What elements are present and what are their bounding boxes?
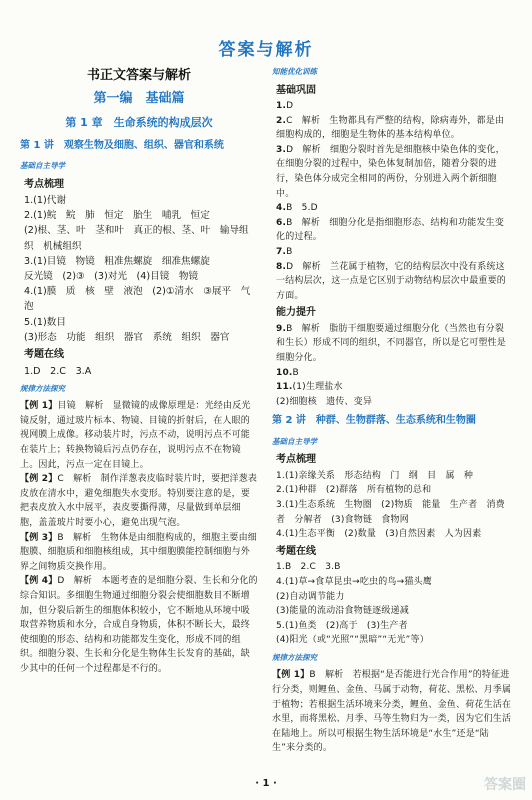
answer-line: 3.(1)目镜 物镜 粗准焦螺旋 细准焦螺旋: [24, 255, 210, 267]
tag-basic-2: 基础自主导学: [272, 436, 317, 446]
example-2: [20, 472, 258, 530]
kaodian-heading: 考点梳理: [24, 178, 64, 190]
example-label: 【例 1】: [20, 401, 58, 412]
answer-line: (4)阳光（或“光照”“黑暗”“无光”等）: [276, 635, 429, 646]
tag-optimize: 知能优化训练: [272, 67, 317, 76]
examples: [20, 399, 258, 676]
answer-item: (2)细胞核 遗传、变异: [276, 396, 373, 407]
part-heading: 第一编 基础篇: [93, 90, 185, 106]
answer-item: 1.D: [276, 101, 294, 111]
answer-line: 1.(1)代谢: [24, 195, 66, 206]
right-kaodian: [272, 469, 512, 542]
answer-line: 3.(1)生态系统 生物圈 (2)物质 能量 生产者 消费者 分解者 (3)食物链 食物网: [276, 500, 505, 525]
answer-line: 4.(1)生态平衡 (2)数量 (3)自然因素 人为因素: [276, 529, 482, 540]
answer-line: 5.(1)鱼类 (2)高于 (3)生产者: [276, 620, 408, 631]
example-1: [20, 399, 258, 472]
kaoti-heading-2: 考题在线: [276, 545, 316, 557]
answer-item: 10.B: [276, 367, 299, 378]
answer-line: 反光镜 (2)③ (3)对光 (4)目镜 物镜: [24, 271, 199, 283]
left-column: [20, 62, 258, 677]
answer-line: 2.(1)种群 (2)群落 所有植物的总和: [276, 485, 432, 496]
right-kaoti: [272, 560, 512, 648]
answer-item: 8.D 解析 兰花属于植物，它的结构层次中没有系统这一结构层次，这一点是它区别于动物结构层次中最重要的方面。: [276, 261, 507, 301]
answer-line: (3)能量的流动沿食物链逐级递减: [276, 606, 409, 617]
answer-item: 9.B 解析 脂肪干细胞要通过细胞分化（当然也有分裂和生长）形成不同的组织，不同器官，所以是它可塑性是细胞分化。: [276, 323, 507, 363]
kaoti-answers: 1.D 2.C 3.A: [24, 365, 92, 377]
tag-method-2: 规律方法探究: [272, 652, 317, 662]
kaoti-heading: 考题在线: [24, 349, 64, 361]
right-answers-1: [272, 99, 512, 303]
example-label: 【例 2】: [20, 474, 58, 485]
answer-line: (3)形态 功能 组织 器官 系统 组织 器官: [24, 331, 230, 343]
right-answers-2: [272, 322, 512, 410]
jichu-heading: 基础巩固: [276, 84, 316, 96]
nengli-heading: 能力提升: [276, 307, 316, 319]
right-example: 【例 1】B 解析 若根据“是否能进行光合作用”的特征进行分类，则鲤鱼、金鱼、马属于动物，荷花、黑松、月季属于植物；若根据生活环境来分类，鲤鱼、金鱼、荷花生活在水里，而将黑松、月季、马等生物归为一类，因为它们生活在陆地上。所以可根据生物生活环境是“水生”还是“陆生”来分类的。: [272, 670, 512, 754]
page-title: 答案与解析: [218, 40, 314, 60]
answer-line: (2)根、茎、叶 茎和叶 真正的根、茎、叶 输导组织 机械组织: [24, 225, 249, 252]
tag-method: 规律方法探究: [20, 383, 65, 393]
answer-line: 1.(1)亲缘关系 形态结构 门 纲 目 属 种: [276, 470, 474, 481]
answer-item: 6.B 解析 细胞分化是指细胞形态、结构和功能发生变化的过程。: [276, 217, 505, 243]
answer-item: 4.B 5.D: [276, 203, 318, 214]
tag-basic: 基础自主导学: [20, 161, 65, 170]
answer-item: 3.D 解析 细胞分裂时首先是细胞核中染色体的变化，在细胞分裂的过程中，染色体复制加倍，随着分裂的进行，染色体分成完全相同的两份，分别进入两个新细胞中。: [276, 144, 505, 199]
page-number: · 1 ·: [255, 778, 277, 789]
answer-line: 1.B 2.C 3.B: [276, 562, 341, 573]
kaodian-heading-2: 考点梳理: [276, 454, 316, 466]
right-column: [272, 62, 512, 756]
subtitle: 书正文答案与解析: [86, 68, 191, 83]
example-label: 【例 3】: [20, 532, 58, 543]
example-4: [20, 574, 258, 676]
example-text: B 解析 生物体是由细胞构成的，细胞主要由细胞膜、细胞质和细胞核组成，其中细胞膜能控制细胞与外界之间物质交换作用。: [20, 532, 257, 572]
lesson-2-heading: 第 2 讲 种群、生物群落、生态系统和生物圈: [272, 415, 476, 427]
chapter-heading: 第 1 章 生命系统的构成层次: [65, 116, 213, 129]
example-text: D 解析 本题考查的是细胞分裂、生长和分化的综合知识。多细胞生物通过细胞分裂会使细胞数目不断增加，但分裂后新生的细胞体积较小，它不断地从环境中吸取营养物质和水分，合成自身物质，体积不断长大，最终使细胞的形态、结构和功能都发生变化，形成不同的组织。细胞分裂、生长和分化是生物体生长发育的基础，缺少其中的任何一个过程都是不行的。: [20, 576, 258, 674]
example-label: 【例 4】: [20, 576, 58, 587]
watermark-logo: 答案圈: [484, 777, 526, 793]
answer-line: 4.(1)草→食草昆虫→吃虫的鸟→猫头鹰: [276, 576, 432, 587]
answer-line: 4.(1)膜 质 核 壁 液泡 (2)①清水 ③展平 气泡: [24, 286, 251, 313]
answer-line: 2.(1)鲩 鲩 肺 恒定 胎生 哺乳 恒定: [24, 210, 210, 222]
answer-line: (2)自动调节能力: [276, 591, 345, 602]
answer-item: 11.(1)生理盐水: [276, 382, 343, 393]
answer-line: 5.(1)数目: [24, 316, 66, 328]
left-answers: [20, 193, 258, 345]
lesson-1-heading: 第 1 讲 观察生物及细胞、组织、器官和系统: [20, 139, 224, 151]
answer-item: 2.C 解析 生物都具有严整的结构，除病毒外，都是由细胞构成的，细胞是生物体的基本结构单位。: [276, 115, 505, 141]
example-text: 目镜 解析 显微镜的成像原理是：光经由反光镜反射，通过玻片标本、物镜、目镜的折射后，在人眼的视网膜上成像。移动装片时，污点不动，说明污点不可能在装片上；转换物镜后污点仍存在，说明污点不在物镜上。因此，污点一定在目镜上。: [20, 401, 251, 470]
example-3: [20, 531, 258, 575]
answer-item: 7.B: [276, 246, 293, 257]
example-text: C 解析 制作洋葱表皮临时装片时，要把洋葱表皮放在清水中，避免细胞失水变形。特别要注意的是，要把表皮放入水中展平，表皮要撕得薄，尽量做到单层细胞，盖盖玻片时要小心，避免出现气泡。: [20, 474, 258, 528]
